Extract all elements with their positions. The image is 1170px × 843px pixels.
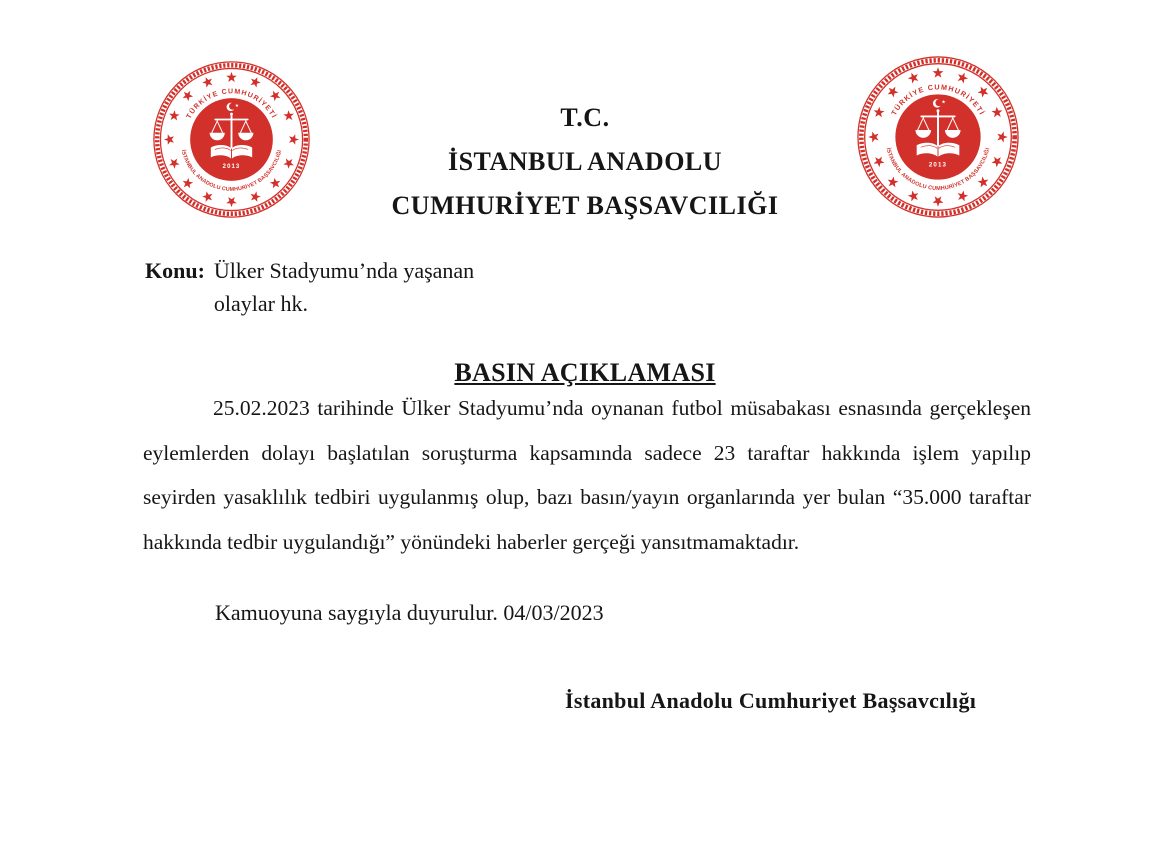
subject-text: [214, 254, 474, 320]
press-release-heading-text: BASIN AÇIKLAMASI: [454, 358, 716, 387]
press-release-heading: [0, 358, 1170, 388]
letterhead-line-office: CUMHURİYET BAŞSAVCILIĞI: [391, 191, 779, 220]
subject-line-2: olaylar hk.: [213, 291, 309, 316]
signature-line: İstanbul Anadolu Cumhuriyet Başsavcılığı: [565, 688, 977, 713]
letterhead-line-city: İSTANBUL ANADOLU: [447, 147, 723, 176]
subject-label: Konu:: [145, 258, 205, 283]
press-release-paragraph: 25.02.2023 tarihinde Ülker Stadyumu’nda oynanan futbol müsabakası esnasında gerçekleşen eylemlerden dolayı başlatılan soruşturma kapsamında sadece 23 taraftar hakkında işlem yapılıp seyirden yasaklılık tedbiri uygulanmış olup, bazı basın/yayın organlarında yer bulan “35.000 taraftar hakkında tedbir uygulandığı” yönündeki haberler gerçeği yansıtmamaktadır.: [143, 396, 1031, 554]
letterhead-line-tc: T.C.: [560, 103, 610, 132]
subject-line-1: Ülker Stadyumu’nda yaşanan: [213, 258, 475, 283]
letterhead: [0, 96, 1170, 228]
closing-line: Kamuoyuna saygıyla duyurulur. 04/03/2023: [215, 600, 604, 625]
subject-block: [145, 254, 474, 320]
